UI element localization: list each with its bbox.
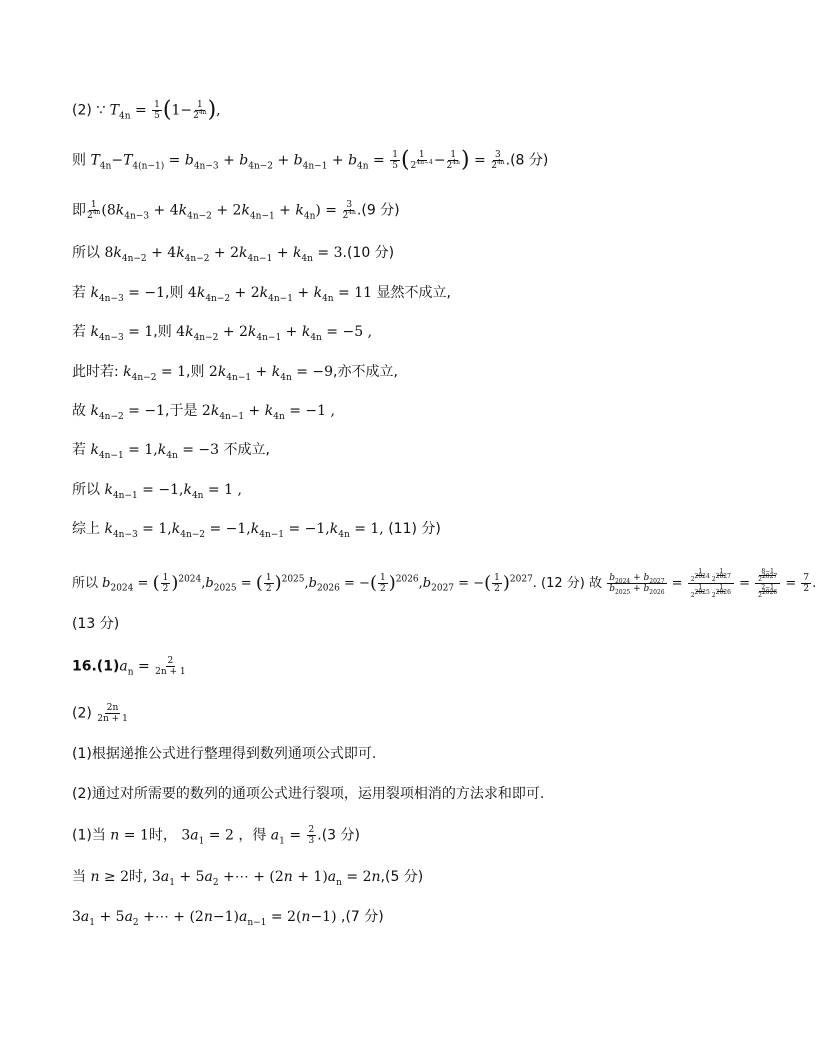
line-12: 所以 $b_{2024}$ = ( $\frac{1}{2}$ )$^{2024},b_{2025}$ = ( $\frac{1}{2}$ )$^{2025},b_{2026}$ = −( $\frac{1}{2}$ )$^{2026},b_{2027}$ = −( $\frac{1}{2}$ )$^{2027}$. (12 分) 故 $\frac{b_{2024} + b_{2027}}{b_{2025} + b_{2026}}$ = $\frac{1}{2^{2024}}$ $\frac{1}{2^{2027}}$ $\frac{1}{2^{2025}}$ $\frac{1}{2^{2026}}$ = $\frac{\frac{8-1}{2^{2027}}}{\frac{2-1}{2^{2026}}}$ = $\frac{7}{2}$ . [72,568,816,599]
line-20: $3a_1 + 5a_2$ +⋯ + $(2n-1)a_{n-1} = 2(n-1)$ ,(7 分) [72,909,384,928]
line-19: 当 n ≥ 2时, $3a_1 + 5a_2$ +⋯ + $(2n + 1)a_n = 2n,(5$ 分) [72,869,424,888]
part-label: (2) ∵ [72,102,106,119]
line-7: 此时若: $k_{4n-2} = 1$,则 $2k_{4n-1} + k_{4n} = -9$,亦不成立, [72,364,398,383]
line-2: 则 $T_{4n}-T_{4(n-1)} = b_{4n-3} + b_{4n-2} + b_{4n-1} + b_{4n}$ = $\frac{1}{5}$ ( $\frac{1}{2^{4n-4}}$ − $\frac{1}{2^{4n}}$ ) = $\frac{3}{2^{4n}}$ .(8 分) [72,147,549,173]
line-5: 若 $k_{4n-3} = -1$,则 $4k_{4n-2} + 2k_{4n-1} + k_{4n} = 11$ 显然不成立, [72,285,451,304]
line-15: (2) $\frac{2n}{2n + 1}$ [72,703,128,724]
line-4: 所以 $8k_{4n-2} + 4k_{4n-2} + 2k_{4n-1} + k_{4n} = 3.(10$ 分) [72,245,395,264]
line-10: 所以 $k_{4n-1} = -1,k_{4n} = 1$ , [72,482,242,501]
line-17: (2)通过对所需要的数列的通项公式进行裂项，运用裂项相消的方法求和即可. [72,786,545,802]
line-16: (1)根据递推公式进行整理得到数列通项公式即可. [72,746,377,762]
line-13: (13 分) [72,616,120,632]
line-6: 若 $k_{4n-3} = 1$,则 $4k_{4n-2} + 2k_{4n-1} + k_{4n} = -5$ , [72,324,373,343]
line-18: (1)当 n = 1时， $3a_1 = 2$ ，得 $a_1$ = $\frac{2}{3}$ .(3 分) [72,825,360,847]
line-14: $16.(1)a_n$ = $\frac{2}{2n + 1}$ [72,656,186,678]
line-3: 即 $\frac{1}{2^{4n}}$ $(8k_{4n-3} + 4k_{4n-2} + 2k_{4n-1} + k_{4n})$ = $\frac{3}{2^{4n}}$ .(9 分) [72,200,400,222]
line-1: (2) ∵ $T_{4n}$ = $\frac{1}{5}$ (1− $\frac{1}{2^{4n}}$ ), [72,97,221,123]
line-11: 综上 $k_{4n-3} = 1,k_{4n-2} = -1,k_{4n-1} = -1,k_{4n} = 1$, (11) 分) [72,521,441,540]
line-9: 若 $k_{4n-1} = 1,k_{4n} = -3$ 不成立, [72,442,270,461]
line-8: 故 $k_{4n-2} = -1$,于是 $2k_{4n-1} + k_{4n} = -1$ , [72,403,335,422]
